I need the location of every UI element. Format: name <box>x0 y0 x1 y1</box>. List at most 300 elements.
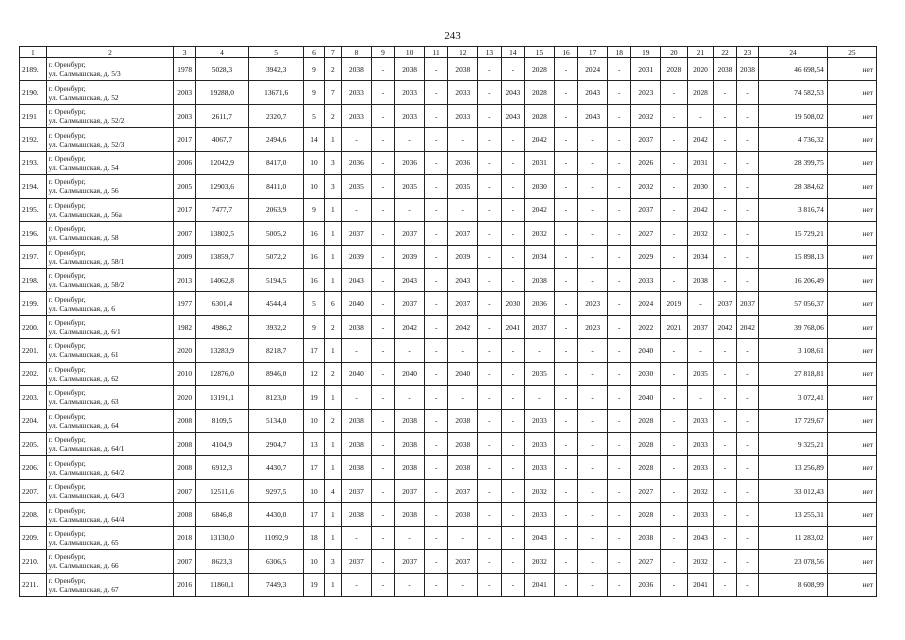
table-row <box>20 339 877 362</box>
cell-col-19: 2036 <box>631 573 661 596</box>
table-row <box>20 58 877 81</box>
cell-col-16: - <box>554 362 578 385</box>
cell-col-15: 2035 <box>525 362 555 385</box>
column-header-20: 20 <box>661 47 688 58</box>
address-street: ул. Салмышская, д. 54 <box>48 162 119 172</box>
cell-col-20: - <box>661 198 688 221</box>
row-number: 2198. <box>20 268 47 291</box>
cell-col-8: 2035 <box>342 175 372 198</box>
cell-col-16: - <box>554 550 578 573</box>
cell-col-21: 2033 <box>687 433 714 456</box>
table-row <box>20 222 877 245</box>
cell-col-23: - <box>736 198 758 221</box>
cell-col-3: 2003 <box>174 104 195 127</box>
table-row <box>20 104 877 127</box>
cell-col-14: - <box>501 362 525 385</box>
cell-col-21: - <box>687 104 714 127</box>
cell-col-10: 2043 <box>395 268 425 291</box>
cell-col-13: - <box>478 151 502 174</box>
cell-col-4: 6912,3 <box>195 456 248 479</box>
cell-col-12: - <box>448 128 478 151</box>
cell-col-13: - <box>478 526 502 549</box>
cell-col-8: 2033 <box>342 104 372 127</box>
column-header-19: 19 <box>631 47 661 58</box>
cell-col-25: нет <box>827 128 876 151</box>
cell-col-20: - <box>661 479 688 502</box>
row-number: 2208. <box>20 503 47 526</box>
cell-col-24: 39 768,06 <box>759 315 828 338</box>
cell-col-16: - <box>554 315 578 338</box>
cell-col-3: 2007 <box>174 550 195 573</box>
cell-col-14: - <box>501 479 525 502</box>
cell-col-12: - <box>448 526 478 549</box>
cell-col-24: 13 255,31 <box>759 503 828 526</box>
address-cell <box>46 198 174 221</box>
cell-col-25: нет <box>827 245 876 268</box>
cell-col-8: - <box>342 198 372 221</box>
cell-col-18: - <box>607 245 631 268</box>
cell-col-18: - <box>607 456 631 479</box>
cell-col-23: - <box>736 222 758 245</box>
row-number: 2200. <box>20 315 47 338</box>
cell-col-23: - <box>736 128 758 151</box>
cell-col-6: 17 <box>304 456 324 479</box>
cell-col-14: - <box>501 526 525 549</box>
cell-col-8: 2033 <box>342 81 372 104</box>
cell-col-4: 4067,7 <box>195 128 248 151</box>
cell-col-9: - <box>371 104 395 127</box>
cell-col-25: нет <box>827 222 876 245</box>
cell-col-4: 12042,9 <box>195 151 248 174</box>
cell-col-19: 2022 <box>631 315 661 338</box>
column-header-13: 13 <box>478 47 502 58</box>
address-street: ул. Салмышская, д. 63 <box>48 397 119 407</box>
address-cell <box>46 151 174 174</box>
cell-col-23: - <box>736 526 758 549</box>
table-row <box>20 198 877 221</box>
cell-col-15: 2037 <box>525 315 555 338</box>
table-row <box>20 526 877 549</box>
address-street: ул. Салмышская, д. 56а <box>48 209 122 219</box>
cell-col-17: - <box>578 198 608 221</box>
cell-col-21: 2042 <box>687 128 714 151</box>
cell-col-13: - <box>478 315 502 338</box>
cell-col-9: - <box>371 81 395 104</box>
cell-col-20: - <box>661 175 688 198</box>
cell-col-24: 15 729,21 <box>759 222 828 245</box>
cell-col-23: - <box>736 245 758 268</box>
address-street: ул. Салмышская, д. 65 <box>48 537 119 547</box>
cell-col-14: - <box>501 58 525 81</box>
cell-col-20: - <box>661 409 688 432</box>
row-number: 2195. <box>20 198 47 221</box>
row-number: 2202. <box>20 362 47 385</box>
cell-col-11: - <box>424 526 448 549</box>
cell-col-3: 2005 <box>174 175 195 198</box>
cell-col-10: 2033 <box>395 81 425 104</box>
address-street: ул. Салмышская, д. 52/3 <box>48 139 125 149</box>
column-header-1: 1 <box>20 47 47 58</box>
cell-col-7: 2 <box>324 362 341 385</box>
cell-col-22: - <box>714 433 736 456</box>
cell-col-18: - <box>607 339 631 362</box>
row-number: 2199. <box>20 292 47 315</box>
cell-col-6: 17 <box>304 339 324 362</box>
cell-col-22: - <box>714 81 736 104</box>
cell-col-12: - <box>448 339 478 362</box>
cell-col-5: 8218,7 <box>249 339 304 362</box>
cell-col-24: 9 325,21 <box>759 433 828 456</box>
row-number: 2191 <box>20 104 47 127</box>
address-city: г. Оренбург, <box>48 575 86 585</box>
cell-col-15: 2033 <box>525 433 555 456</box>
cell-col-23: - <box>736 268 758 291</box>
address-city: г. Оренбург, <box>48 505 86 515</box>
cell-col-8: 2040 <box>342 292 372 315</box>
cell-col-14: - <box>501 456 525 479</box>
cell-col-25: нет <box>827 456 876 479</box>
cell-col-25: нет <box>827 292 876 315</box>
cell-col-22: - <box>714 339 736 362</box>
cell-col-15: 2030 <box>525 175 555 198</box>
cell-col-18: - <box>607 292 631 315</box>
cell-col-3: 2008 <box>174 433 195 456</box>
cell-col-24: 19 508,02 <box>759 104 828 127</box>
cell-col-18: - <box>607 198 631 221</box>
cell-col-10: - <box>395 128 425 151</box>
cell-col-9: - <box>371 151 395 174</box>
cell-col-3: 2003 <box>174 81 195 104</box>
table-row <box>20 151 877 174</box>
cell-col-5: 2494,6 <box>249 128 304 151</box>
cell-col-21: - <box>687 339 714 362</box>
cell-col-16: - <box>554 409 578 432</box>
cell-col-5: 2063,9 <box>249 198 304 221</box>
address-cell <box>46 128 174 151</box>
cell-col-18: - <box>607 526 631 549</box>
cell-col-18: - <box>607 222 631 245</box>
cell-col-3: 2013 <box>174 268 195 291</box>
cell-col-21: 2033 <box>687 503 714 526</box>
cell-col-22: - <box>714 479 736 502</box>
cell-col-11: - <box>424 456 448 479</box>
cell-col-21: 2020 <box>687 58 714 81</box>
cell-col-9: - <box>371 503 395 526</box>
cell-col-8: - <box>342 339 372 362</box>
cell-col-25: нет <box>827 573 876 596</box>
cell-col-25: нет <box>827 58 876 81</box>
cell-col-18: - <box>607 104 631 127</box>
cell-col-14: - <box>501 245 525 268</box>
cell-col-11: - <box>424 268 448 291</box>
table-row <box>20 409 877 432</box>
cell-col-23: - <box>736 386 758 409</box>
cell-col-18: - <box>607 268 631 291</box>
cell-col-18: - <box>607 573 631 596</box>
cell-col-8: 2039 <box>342 245 372 268</box>
address-cell <box>46 81 174 104</box>
cell-col-19: 2031 <box>631 58 661 81</box>
cell-col-13: - <box>478 58 502 81</box>
cell-col-4: 13191,1 <box>195 386 248 409</box>
cell-col-8: - <box>342 386 372 409</box>
cell-col-9: - <box>371 526 395 549</box>
cell-col-3: 2008 <box>174 503 195 526</box>
cell-col-7: 1 <box>324 433 341 456</box>
cell-col-6: 16 <box>304 222 324 245</box>
cell-col-10: 2036 <box>395 151 425 174</box>
cell-col-9: - <box>371 292 395 315</box>
cell-col-12: 2033 <box>448 81 478 104</box>
row-number: 2192. <box>20 128 47 151</box>
row-number: 2193. <box>20 151 47 174</box>
cell-col-14: - <box>501 222 525 245</box>
cell-col-15: 2032 <box>525 550 555 573</box>
cell-col-4: 6301,4 <box>195 292 248 315</box>
cell-col-10: - <box>395 339 425 362</box>
address-cell <box>46 573 174 596</box>
cell-col-10: 2038 <box>395 456 425 479</box>
cell-col-11: - <box>424 81 448 104</box>
cell-col-23: 2038 <box>736 58 758 81</box>
cell-col-6: 19 <box>304 573 324 596</box>
cell-col-11: - <box>424 222 448 245</box>
cell-col-23: - <box>736 175 758 198</box>
cell-col-6: 9 <box>304 58 324 81</box>
cell-col-14: - <box>501 503 525 526</box>
cell-col-6: 18 <box>304 526 324 549</box>
cell-col-15: 2028 <box>525 81 555 104</box>
cell-col-24: 27 818,81 <box>759 362 828 385</box>
cell-col-24: 46 698,54 <box>759 58 828 81</box>
table-row <box>20 268 877 291</box>
cell-col-4: 7477,7 <box>195 198 248 221</box>
cell-col-22: - <box>714 151 736 174</box>
cell-col-12: 2038 <box>448 409 478 432</box>
cell-col-16: - <box>554 526 578 549</box>
cell-col-11: - <box>424 386 448 409</box>
cell-col-18: - <box>607 362 631 385</box>
table-row <box>20 128 877 151</box>
cell-col-12: 2035 <box>448 175 478 198</box>
address-city: г. Оренбург, <box>48 411 86 421</box>
cell-col-13: - <box>478 81 502 104</box>
address-city: г. Оренбург, <box>48 200 86 210</box>
cell-col-3: 2016 <box>174 573 195 596</box>
cell-col-11: - <box>424 503 448 526</box>
cell-col-17: - <box>578 409 608 432</box>
cell-col-7: 3 <box>324 550 341 573</box>
cell-col-5: 8123,0 <box>249 386 304 409</box>
cell-col-14: 2030 <box>501 292 525 315</box>
address-cell <box>46 268 174 291</box>
cell-col-16: - <box>554 175 578 198</box>
cell-col-22: - <box>714 386 736 409</box>
cell-col-5: 3932,2 <box>249 315 304 338</box>
cell-col-9: - <box>371 128 395 151</box>
cell-col-7: 1 <box>324 386 341 409</box>
cell-col-16: - <box>554 573 578 596</box>
cell-col-7: 1 <box>324 456 341 479</box>
cell-col-13: - <box>478 409 502 432</box>
cell-col-14: - <box>501 386 525 409</box>
cell-col-5: 3942,3 <box>249 58 304 81</box>
cell-col-12: 2042 <box>448 315 478 338</box>
cell-col-11: - <box>424 315 448 338</box>
cell-col-7: 1 <box>324 128 341 151</box>
address-street: ул. Салмышская, д. 52/2 <box>48 116 125 126</box>
cell-col-25: нет <box>827 409 876 432</box>
cell-col-18: - <box>607 58 631 81</box>
cell-col-21: 2032 <box>687 222 714 245</box>
column-header-2: 2 <box>46 47 174 58</box>
cell-col-25: нет <box>827 315 876 338</box>
cell-col-12: 2038 <box>448 433 478 456</box>
cell-col-5: 9297,5 <box>249 479 304 502</box>
cell-col-12: 2040 <box>448 362 478 385</box>
row-number: 2207. <box>20 479 47 502</box>
cell-col-17: - <box>578 222 608 245</box>
cell-col-11: - <box>424 198 448 221</box>
cell-col-16: - <box>554 128 578 151</box>
cell-col-22: - <box>714 362 736 385</box>
cell-col-17: - <box>578 573 608 596</box>
table-row <box>20 479 877 502</box>
cell-col-10: - <box>395 198 425 221</box>
table-row <box>20 386 877 409</box>
row-number: 2209. <box>20 526 47 549</box>
cell-col-14: - <box>501 433 525 456</box>
cell-col-4: 13802,5 <box>195 222 248 245</box>
address-street: ул. Салмышская, д. 64/2 <box>48 467 125 477</box>
row-number: 2190. <box>20 81 47 104</box>
cell-col-4: 14062,8 <box>195 268 248 291</box>
address-city: г. Оренбург, <box>48 271 86 281</box>
cell-col-3: 2017 <box>174 198 195 221</box>
column-header-3: 3 <box>174 47 195 58</box>
address-city: г. Оренбург, <box>48 294 86 304</box>
cell-col-18: - <box>607 315 631 338</box>
cell-col-5: 8946,0 <box>249 362 304 385</box>
row-number: 2206. <box>20 456 47 479</box>
cell-col-3: 2017 <box>174 128 195 151</box>
cell-col-12: 2037 <box>448 292 478 315</box>
cell-col-18: - <box>607 386 631 409</box>
cell-col-8: 2038 <box>342 456 372 479</box>
cell-col-21: 2032 <box>687 550 714 573</box>
table-row <box>20 503 877 526</box>
cell-col-10: 2035 <box>395 175 425 198</box>
cell-col-15: 2033 <box>525 503 555 526</box>
cell-col-17: - <box>578 362 608 385</box>
cell-col-8: - <box>342 128 372 151</box>
cell-col-15: 2032 <box>525 479 555 502</box>
cell-col-7: 4 <box>324 479 341 502</box>
cell-col-24: 15 898,13 <box>759 245 828 268</box>
cell-col-11: - <box>424 409 448 432</box>
cell-col-25: нет <box>827 175 876 198</box>
cell-col-15: - <box>525 339 555 362</box>
cell-col-4: 13283,9 <box>195 339 248 362</box>
column-header-8: 8 <box>342 47 372 58</box>
cell-col-19: 2026 <box>631 151 661 174</box>
cell-col-9: - <box>371 409 395 432</box>
cell-col-7: 2 <box>324 104 341 127</box>
column-header-16: 16 <box>554 47 578 58</box>
address-street: ул. Салмышская, д. 62 <box>48 373 119 383</box>
cell-col-3: 1982 <box>174 315 195 338</box>
cell-col-17: - <box>578 456 608 479</box>
cell-col-9: - <box>371 362 395 385</box>
cell-col-9: - <box>371 433 395 456</box>
cell-col-10: - <box>395 573 425 596</box>
address-street: ул. Салмышская, д. 6/1 <box>48 327 121 337</box>
cell-col-3: 2007 <box>174 222 195 245</box>
cell-col-6: 10 <box>304 409 324 432</box>
cell-col-13: - <box>478 175 502 198</box>
cell-col-22: - <box>714 573 736 596</box>
cell-col-8: - <box>342 573 372 596</box>
cell-col-13: - <box>478 479 502 502</box>
cell-col-17: 2043 <box>578 81 608 104</box>
cell-col-12: 2038 <box>448 503 478 526</box>
cell-col-23: - <box>736 409 758 432</box>
cell-col-15: 2041 <box>525 573 555 596</box>
cell-col-19: 2028 <box>631 409 661 432</box>
cell-col-5: 5005,2 <box>249 222 304 245</box>
cell-col-24: 3 816,74 <box>759 198 828 221</box>
cell-col-14: - <box>501 128 525 151</box>
cell-col-10: 2038 <box>395 58 425 81</box>
cell-col-16: - <box>554 198 578 221</box>
table-row <box>20 433 877 456</box>
cell-col-5: 8411,0 <box>249 175 304 198</box>
cell-col-16: - <box>554 245 578 268</box>
cell-col-7: 1 <box>324 526 341 549</box>
cell-col-10: 2038 <box>395 433 425 456</box>
cell-col-14: 2043 <box>501 81 525 104</box>
cell-col-16: - <box>554 433 578 456</box>
table-row <box>20 550 877 573</box>
cell-col-25: нет <box>827 339 876 362</box>
cell-col-12: 2038 <box>448 58 478 81</box>
address-cell <box>46 386 174 409</box>
cell-col-13: - <box>478 456 502 479</box>
cell-col-23: - <box>736 479 758 502</box>
cell-col-19: 2030 <box>631 362 661 385</box>
address-street: ул. Салмышская, д. 67 <box>48 584 119 594</box>
cell-col-10: 2039 <box>395 245 425 268</box>
address-street: ул. Салмышская, д. 64 <box>48 420 119 430</box>
cell-col-8: 2043 <box>342 268 372 291</box>
cell-col-15: 2033 <box>525 409 555 432</box>
cell-col-11: - <box>424 479 448 502</box>
address-cell <box>46 409 174 432</box>
cell-col-9: - <box>371 573 395 596</box>
cell-col-6: 16 <box>304 245 324 268</box>
cell-col-23: - <box>736 550 758 573</box>
cell-col-16: - <box>554 151 578 174</box>
cell-col-22: - <box>714 503 736 526</box>
cell-col-16: - <box>554 81 578 104</box>
cell-col-3: 1978 <box>174 58 195 81</box>
cell-col-5: 4544,4 <box>249 292 304 315</box>
cell-col-17: - <box>578 503 608 526</box>
cell-col-19: 2040 <box>631 339 661 362</box>
table-row <box>20 573 877 596</box>
cell-col-13: - <box>478 222 502 245</box>
cell-col-5: 11092,9 <box>249 526 304 549</box>
